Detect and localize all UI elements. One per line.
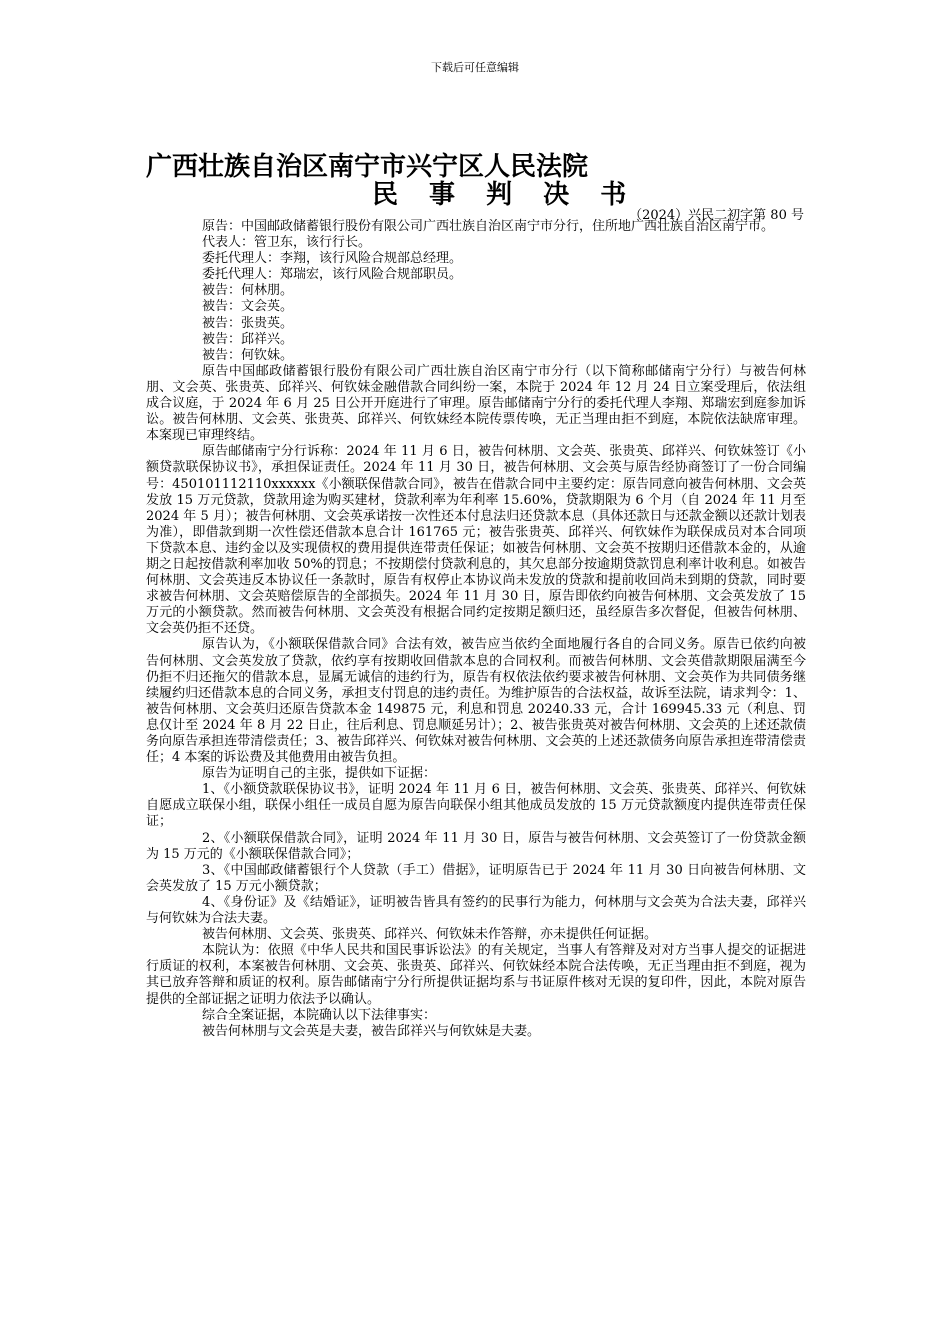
paragraph-evidence-intro: 原告为证明自己的主张，提供如下证据：: [202, 766, 437, 782]
paragraph-defendant-5: 被告：何钦妹。: [202, 347, 294, 363]
paragraph-fact-1: 被告何林朋与文会英是夫妻，被告邱祥兴与何钦妹是夫妻。: [202, 1023, 541, 1039]
paragraph-defendant-4: 被告：邱祥兴。: [202, 331, 294, 347]
paragraph-defendant-1: 被告：何林朋。: [202, 283, 294, 299]
judgment-body: [146, 219, 806, 1040]
header-note: 下载后可任意编辑: [431, 61, 519, 74]
paragraph-defendant-3: 被告：张贵英。: [202, 315, 294, 331]
paragraph-case-summary: 原告中国邮政储蓄银行股份有限公司广西壮族自治区南宁市分行（以下简称邮储南宁分行）与被告何林朋、文会英、张贵英、邱祥兴、何钦妹金融借款合同纠纷一案，本院于 2024 年 12 月 24 日立案受理后，依法组成合议庭，于 2024 年 6 月 25 日公开开庭进行了审理。原告邮储南宁分行的委托代理人李翔、郑瑞宏到庭参加诉讼。被告何林朋、文会英、张贵英、邱祥兴、何钦妹经本院传票传唤，无正当理由拒不到庭，本院依法缺席审理。本案现已审理终结。: [146, 363, 806, 444]
case-number: （2024）兴民二初字第 80 号: [629, 208, 804, 223]
court-name: 广西壮族自治区南宁市兴宁区人民法院: [146, 152, 589, 182]
paragraph-agent-1: 委托代理人：李翔，该行风险合规部总经理。: [202, 251, 463, 267]
paragraph-plaintiff: 原告：中国邮政储蓄银行股份有限公司广西壮族自治区南宁市分行，住所地广西壮族自治区南宁市。: [202, 219, 775, 234]
paragraph-evidence-1: 1、《小额贷款联保协议书》，证明 2024 年 11 月 6 日，被告何林朋、文会英、张贵英、邱祥兴、何钦妹自愿成立联保小组，联保小组任一成员自愿为原告向联保小组其他成员发放的 15 万元贷款额度内提供连带责任保证；: [146, 782, 806, 830]
paragraph-evidence-3: 3、《中国邮政储蓄银行个人贷款（手工）借据》，证明原告已于 2024 年 11 月 30 日向被告何林朋、文会英发放了 15 万元小额贷款；: [146, 862, 806, 894]
paragraph-evidence-4: 4、《身份证》及《结婚证》，证明被告皆具有签约的民事行为能力，何林朋与文会英为合法夫妻，邱祥兴与何钦妹为合法夫妻。: [146, 894, 806, 927]
paragraph-plaintiff-claim: 原告邮储南宁分行诉称：2024 年 11 月 6 日，被告何林朋、文会英、张贵英、邱祥兴、何钦妹签订《小额贷款联保协议书》，承担保证责任。2024 年 11 月 30 日，被告何林朋、文会英与原告经协商签订了一份合同编号：450101112110xxxxxx《小额联保借款合同》，被告在借款合同中主要约定：原告同意向被告何林朋、文会英发放 15 万元贷款，贷款用途为购买建材，贷款利率为年利率 15.60%，贷款期限为 6 个月（自 2024 年 11 月至 2024 年 5 月）；被告何林朋、文会英承诺按一次性还本付息法归还贷款本息（具体还款日与还款金额以还款计划表为准），即借款到期一次性偿还借款本息合计 161765 元；被告张贵英、邱祥兴、何钦妹作为联保成员对本合同项下贷款本息、违约金以及实现债权的费用提供连带责任保证；如被告何林朋、文会英不按期归还借款本金的，从逾期之日起按借款利率加收 50%的罚息；不按期偿付贷款利息的，其欠息部分按逾期贷款罚息利率计收利息。如被告何林朋、文会英违反本协议任一条款时，原告有权停止本协议尚未发放的贷款和提前收回尚未到期的贷款，同时要求被告何林朋、文会英赔偿原告的全部损失。2024 年 11 月 30 日，原告即依约向被告何林朋、文会英发放了 15 万元的小额贷款。然而被告何林朋、文会英没有根据合同约定按期足额归还，虽经原告多次督促，但被告何林朋、文会英仍拒不还贷。: [146, 444, 806, 637]
paragraph-agent-2: 委托代理人：郑瑞宏，该行风险合规部职员。: [202, 267, 463, 283]
document-type: 民 事 判 决 书: [372, 180, 638, 210]
paragraph-evidence-2: 2、《小额联保借款合同》，证明 2024 年 11 月 30 日，原告与被告何林朋、文会英签订了一份贷款金额为 15 万元的《小额联保借款合同》；: [146, 830, 806, 862]
paragraph-defendant-2: 被告：文会英。: [202, 299, 294, 315]
paragraph-court-opinion: 本院认为：依照《中华人民共和国民事诉讼法》的有关规定，当事人有答辩及对对方当事人提交的证据进行质证的权利，本案被告何林朋、文会英、张贵英、邱祥兴、何钦妹经本院合法传唤，无正当理由拒不到庭，视为其已放弃答辩和质证的权利。原告邮储南宁分行所提供证据均系与书证原件核对无误的复印件，因此，本院对原告提供的全部证据之证明力依法予以确认。: [146, 943, 806, 1007]
paragraph-defendant-no-reply: 被告何林朋、文会英、张贵英、邱祥兴、何钦妹未作答辩，亦未提供任何证据。: [202, 927, 658, 943]
paragraph-plaintiff-view: 原告认为，《小额联保借款合同》合法有效，被告应当依约全面地履行各自的合同义务。原告已依约向被告何林朋、文会英发放了贷款，依约享有按期收回借款本息的合同权利。而被告何林朋、文会英借款期限届满至今仍拒不归还拖欠的借款本息，显属无诚信的违约行为，原告有权依法依约要求被告何林朋、文会英作为共同债务继续履约归还借款本息的合同义务，承担支付罚息的违约责任。为维护原告的合法权益，故诉至法院，请求判令：1、被告何林朋、文会英归还原告贷款本金 149875 元，利息和罚息 20240.33 元，合计 169945.33 元（利息、罚息仅计至 2024 年 8 月 22 日止，往后利息、罚息顺延另计）；2、被告张贵英对被告何林朋、文会英的上述还款债务向原告承担连带清偿责任；3、被告邱祥兴、何钦妹对被告何林朋、文会英的上述还款债务向原告承担连带清偿责任；4 本案的诉讼费及其他费用由被告负担。: [146, 637, 806, 766]
paragraph-representative: 代表人：管卫东，该行行长。: [202, 235, 372, 251]
paragraph-facts-intro: 综合全案证据，本院确认以下法律事实：: [202, 1007, 437, 1023]
